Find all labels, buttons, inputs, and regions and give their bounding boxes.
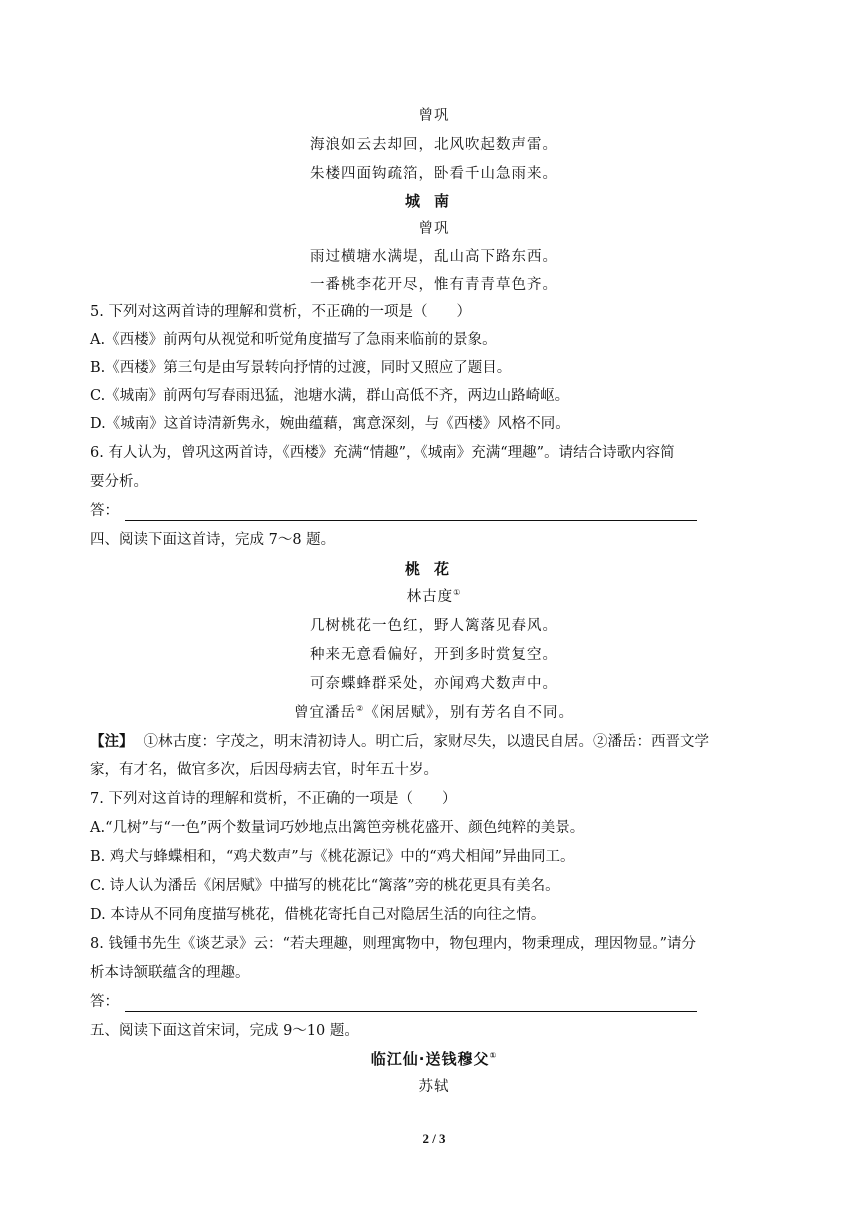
poem1-author: 曾巩 [418, 108, 450, 124]
poem3-line-4-pre: 曾宜潘岳 [294, 705, 357, 721]
note-text-1: ①林古度：字茂之，明末清初诗人。明亡后，家财尽失，以遗民自居。②潘岳：西晋文学 [143, 734, 709, 750]
poem3-line-1: 几树桃花一色红，野人篱落见春风。 [310, 618, 558, 634]
poem3-author-note-mark: ① [453, 588, 462, 597]
q8-stem-line-2: 析本诗颔联蕴含的理趣。 [90, 965, 250, 981]
note-label: 【注】 [90, 733, 134, 750]
poem2-author: 曾巩 [418, 221, 450, 237]
q7-option-d: D. 本诗从不同角度描写桃花，借桃花寄托自己对隐居生活的向往之情。 [90, 907, 546, 923]
q6-answer-line[interactable] [90, 501, 780, 521]
poem2-line-1: 雨过横塘水满堤，乱山高下路东西。 [310, 249, 558, 265]
q8-answer-blank[interactable] [125, 996, 697, 1012]
poem3-line-2: 种来无意看偏好，开到多时赏复空。 [310, 647, 558, 663]
q6-stem-line-2: 要分析。 [90, 474, 148, 490]
poem4-title: 临江仙·送钱穆父 [370, 1050, 490, 1068]
poem4-title-note-mark: ① [489, 1051, 498, 1060]
section4-heading: 四、阅读下面这首诗，完成 7～8 题。 [90, 532, 336, 548]
poem4-title-line [0, 1049, 868, 1069]
q5-option-b: B.《西楼》第三句是由写景转向抒情的过渡，同时又照应了题目。 [90, 360, 512, 376]
q7-option-c: C. 诗人认为潘岳《闲居赋》中描写的桃花比“篱落”旁的桃花更具有美名。 [90, 878, 560, 894]
page-number: 2 / 3 [422, 1131, 446, 1146]
q7-stem: 7. 下列对这首诗的理解和赏析，不正确的一项是（ ） [90, 791, 457, 807]
poem3-title: 桃花 [404, 560, 463, 578]
poem3-line-4 [0, 703, 868, 723]
poem2-line-2: 一番桃李花开尽，惟有青青草色齐。 [310, 277, 558, 293]
poem3-author-line [0, 587, 868, 607]
q6-stem-line-1: 6. 有人认为，曾巩这两首诗，《西楼》充满“情趣”，《城南》充满“理趣”。请结合诗歌内容简 [90, 445, 675, 461]
poem3-line-4-post: 《闲居赋》，别有芳名自不同。 [364, 705, 574, 721]
section5-heading: 五、阅读下面这首宋词，完成 9～10 题。 [90, 1023, 359, 1039]
poem3-author: 林古度 [406, 589, 454, 605]
q5-stem: 5. 下列对这两首诗的理解和赏析，不正确的一项是（ ） [90, 304, 471, 320]
q5-option-a: A.《西楼》前两句从视觉和听觉角度描写了急雨来临前的景象。 [90, 332, 497, 348]
note-line-1 [90, 732, 780, 752]
q8-stem-line-1: 8. 钱锺书先生《谈艺录》云：“若夫理趣，则理寓物中，物包理内，物秉理成，理因物显。”请分 [90, 936, 697, 952]
poem1-line-1: 海浪如云去却回，北风吹起数声雷。 [310, 137, 558, 153]
q6-answer-blank[interactable] [125, 505, 697, 521]
q5-option-c: C.《城南》前两句写春雨迅猛，池塘水满，群山高低不齐，两边山路崎岖。 [90, 388, 570, 404]
q6-answer-label: 答： [90, 503, 119, 519]
note-line-2: 家，有才名，做官多次，后因母病去官，时年五十岁。 [90, 762, 438, 778]
q8-answer-label: 答： [90, 994, 119, 1010]
q7-option-b: B. 鸡犬与蜂蝶相和，“鸡犬数声”与《桃花源记》中的“鸡犬相闻”异曲同工。 [90, 849, 575, 865]
q7-option-a: A.“几树”与“一色”两个数量词巧妙地点出篱笆旁桃花盛开、颜色纯粹的美景。 [90, 820, 585, 836]
q5-option-d: D.《城南》这首诗清新隽永，婉曲蕴藉，寓意深刻，与《西楼》风格不同。 [90, 416, 570, 432]
poem4-author: 苏轼 [418, 1079, 450, 1095]
q8-answer-line[interactable] [90, 992, 780, 1012]
poem1-line-2: 朱楼四面钩疏箔，卧看千山急雨来。 [310, 166, 558, 182]
poem2-title: 城南 [404, 192, 463, 210]
poem3-line-4-note-mark: ② [356, 704, 365, 713]
poem3-line-3: 可奈蝶蜂群采处，亦闻鸡犬数声中。 [310, 676, 558, 692]
